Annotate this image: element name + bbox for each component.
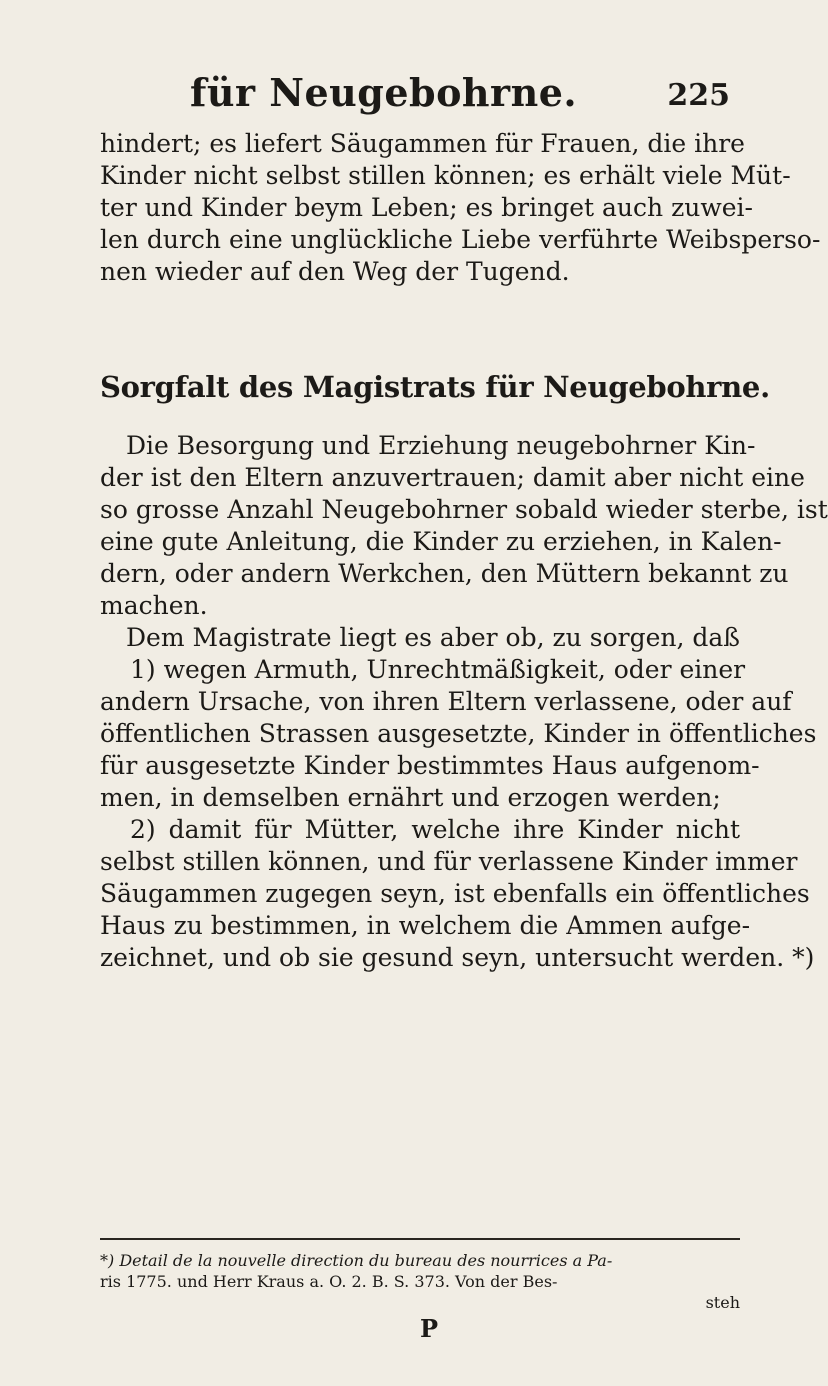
footnote: [100, 1250, 740, 1313]
footnote-line: [100, 1250, 740, 1271]
text-line: öffentlichen Strassen ausgesetzte, Kinder in öffentliches: [100, 719, 817, 748]
text-line: hindert; es liefert Säugammen für Frauen, die ihre: [100, 129, 745, 158]
text-line: Kinder nicht selbst stillen können; es erhält viele Müt-: [100, 161, 791, 190]
text-line: Die Besorgung und Erziehung neugebohrner Kin-: [126, 431, 756, 460]
text-line: dern, oder andern Werkchen, den Müttern bekannt zu: [100, 559, 789, 588]
text-line: selbst stillen können, und für verlassene Kinder immer: [100, 847, 798, 876]
text-line: zeichnet, und ob sie gesund seyn, untersucht werden. *): [100, 943, 815, 972]
footnote-text: *) Detail de la nouvelle direction du bureau des nourrices a Pa-: [100, 1251, 613, 1270]
text-line: len durch eine unglückliche Liebe verführte Weibsperso-: [100, 225, 821, 254]
text-line: Säugammen zugegen seyn, ist ebenfalls ein öffentliches: [100, 879, 810, 908]
text-line: 2) damit für Mütter, welche ihre Kinder nicht: [130, 815, 740, 844]
text-line: so grosse Anzahl Neugebohrner sobald wieder sterbe, ist: [100, 495, 828, 524]
page-number: 225: [667, 78, 730, 113]
text-line: andern Ursache, von ihren Eltern verlassene, oder auf: [100, 687, 792, 716]
paragraph-3: [100, 622, 817, 814]
page-header: [190, 70, 730, 120]
running-head: für Neugebohrne.: [190, 70, 578, 115]
footnote-divider: [100, 1238, 740, 1240]
paragraph-1: [100, 128, 821, 288]
text-line: für ausgesetzte Kinder bestimmtes Haus aufgenom-: [100, 751, 760, 780]
footnote-line: ris 1775. und Herr Kraus a. O. 2. B. S. 373. Von der Bes-: [100, 1272, 558, 1291]
text-line: machen.: [100, 591, 208, 620]
text-line: ter und Kinder beym Leben; es bringet auch zuwei-: [100, 193, 753, 222]
footnote-line: steh: [705, 1293, 740, 1312]
text-line: nen wieder auf den Weg der Tugend.: [100, 257, 570, 286]
text-line: eine gute Anleitung, die Kinder zu erziehen, in Kalen-: [100, 527, 782, 556]
paragraph-4: [100, 814, 815, 974]
text-line: Haus zu bestimmen, in welchem die Ammen aufge-: [100, 911, 751, 940]
paragraph-2: [100, 430, 828, 622]
catchword: P: [420, 1314, 439, 1343]
text-line: 1) wegen Armuth, Unrechtmäßigkeit, oder einer: [130, 655, 746, 684]
text-line: der ist den Eltern anzuvertrauen; damit aber nicht eine: [100, 463, 805, 492]
text-line: men, in demselben ernährt und erzogen werden;: [100, 783, 721, 812]
text-line: Dem Magistrate liegt es aber ob, zu sorgen, daß: [126, 623, 740, 652]
section-heading: Sorgfalt des Magistrats für Neugebohrne.: [100, 370, 770, 404]
